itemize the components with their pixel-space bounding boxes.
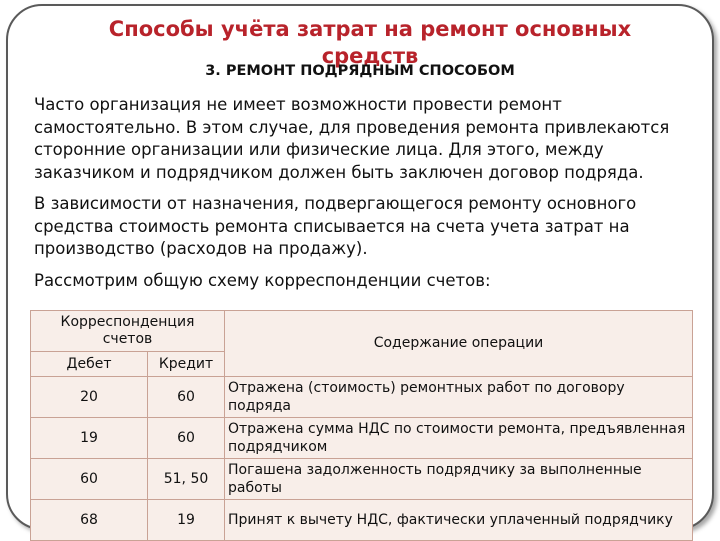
- cell-description: Отражена (стоимость) ремонтных работ по договору подряда: [225, 377, 693, 418]
- cell-description: Отражена сумма НДС по стоимости ремонта, предъявленная подрядчиком: [225, 418, 693, 459]
- header-description: Содержание операции: [225, 311, 693, 377]
- slide-title: Способы учёта затрат на ремонт основных средств: [108, 17, 632, 68]
- cell-description: Принят к вычету НДС, фактически уплаченный подрядчику: [225, 500, 693, 541]
- table-row: [31, 459, 693, 500]
- cell-debit: 20: [31, 377, 148, 418]
- section-heading: 3. РЕМОНТ ПОДРЯДНЫМ СПОСОБОМ: [205, 63, 515, 79]
- cell-credit: 60: [148, 377, 225, 418]
- table-header-row: [31, 311, 693, 352]
- cell-debit: 68: [31, 500, 148, 541]
- header-debit: Дебет: [31, 352, 148, 377]
- table-row: [31, 418, 693, 459]
- header-credit: Кредит: [148, 352, 225, 377]
- header-correspondence: Корреспонденция счетов: [31, 311, 225, 352]
- paragraph-scheme: Рассмотрим общую схему корреспонденции счетов:: [34, 270, 491, 290]
- accounts-table: [30, 310, 693, 541]
- cell-debit: 60: [31, 459, 148, 500]
- paragraph-intro: Часто организация не имеет возможности провести ремонт самостоятельно. В этом случае, для проведения ремонта привлекаются сторонние организации или физические лица. Для этого, между заказчиком и подрядчиком должен быть заключен договор подряда.: [34, 95, 670, 182]
- cell-description: Погашена задолженность подрядчику за выполненные работы: [225, 459, 693, 500]
- cell-credit: 60: [148, 418, 225, 459]
- cell-credit: 19: [148, 500, 225, 541]
- cell-debit: 19: [31, 418, 148, 459]
- cell-credit: 51, 50: [148, 459, 225, 500]
- table-row: [31, 500, 693, 541]
- body-text: [34, 94, 684, 301]
- paragraph-purpose: В зависимости от назначения, подвергающегося ремонту основного средства стоимость ремонта списывается на счета учета затрат на производство (расходов на продажу).: [34, 194, 637, 258]
- table-row: [31, 377, 693, 418]
